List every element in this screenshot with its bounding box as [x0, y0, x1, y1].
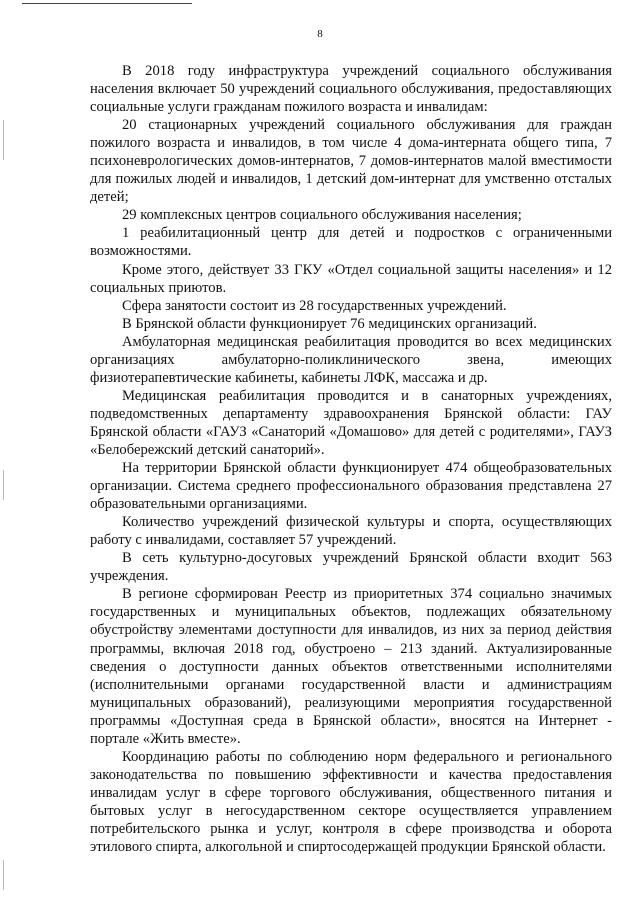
paragraph: Количество учреждений физической культуры и спорта, осуществляющих работу с инвалидами, составляет 57 учреждений.: [90, 514, 612, 549]
page-number: 8: [317, 28, 323, 40]
paragraph: Амбулаторная медицинская реабилитация проводится во всех медицинских организациях амбулаторно-поликлинического звена, имеющих физиотерапевтические кабинеты, кабинеты ЛФК, массажа и др.: [90, 333, 612, 386]
scan-edge-mark: [3, 860, 4, 890]
document-body: [90, 62, 612, 856]
scan-edge-mark: [3, 470, 4, 500]
paragraph: В сеть культурно-досуговых учреждений Брянской области входит 563 учреждения.: [90, 550, 612, 585]
paragraph: В 2018 году инфраструктура учреждений социального обслуживания населения включает 50 учреждений социального обслуживания, предоставляющих социальные услуги гражданам пожилого возраста и инвалидам:: [90, 63, 612, 116]
paragraph: Координацию работы по соблюдению норм федерального и регионального законодательства по повышению эффективности и качества предоставления инвалидам услуг в сфере торгового обслуживания, общественного питания и бытовых услуг в негосударственном секторе осуществляется управлением потребительского рынка и услуг, контроля в сфере производства и оборота этилового спирта, алкогольной и спиртосодержащей продукции Брянской области.: [90, 748, 612, 856]
paragraph: На территории Брянской области функционирует 474 общеобразовательных организации. Система среднего профессионального образования представлена 27 образовательными организациями.: [90, 460, 612, 513]
paragraph: Сфера занятости состоит из 28 государственных учреждений.: [122, 297, 507, 314]
paragraph: Кроме этого, действует 33 ГКУ «Отдел социальной защиты населения» и 12 социальных приютов.: [90, 261, 612, 296]
scan-edge-mark: [3, 120, 4, 160]
paragraph: 1 реабилитационный центр для детей и подростков с ограниченными возможностями.: [90, 225, 612, 260]
paragraph: 20 стационарных учреждений социального обслуживания для граждан пожилого возраста и инвалидов, в том числе 4 дома-интерната общего типа, 7 психоневрологических домов-интернатов, 7 домов-интернатов малой вместимости для пожилых людей и инвалидов, 1 детский дом-интернат для умственно отсталых детей;: [90, 117, 612, 206]
paragraph: В регионе сформирован Реестр из приоритетных 374 социально значимых государственных и муниципальных объектов, подлежащих обязательному обустройству элементами доступности для инвалидов, из них за период действия программы, включая 2018 год, обустроено – 213 зданий. Актуализированные сведения о доступности данных объектов ответственными исполнителями (исполнительными органами государственной власти и администрациям муниципальных образований), реализующими мероприятия государственной программы «Доступная среда в Брянской области», вносятся на Интернет - портале «Жить вместе».: [90, 586, 612, 747]
paragraph: В Брянской области функционирует 76 медицинских организаций.: [122, 315, 537, 332]
scan-edge-line: [22, 3, 192, 4]
paragraph: Медицинская реабилитация проводится и в санаторных учреждениях, подведомственных департаменту здравоохранения Брянской области: ГАУ Брянской области «ГАУЗ «Санаторий «Домашово» для детей с родителями», ГАУЗ «Белобережский детский санаторий».: [90, 387, 612, 458]
paragraph: 29 комплексных центров социального обслуживания населения;: [122, 207, 522, 224]
